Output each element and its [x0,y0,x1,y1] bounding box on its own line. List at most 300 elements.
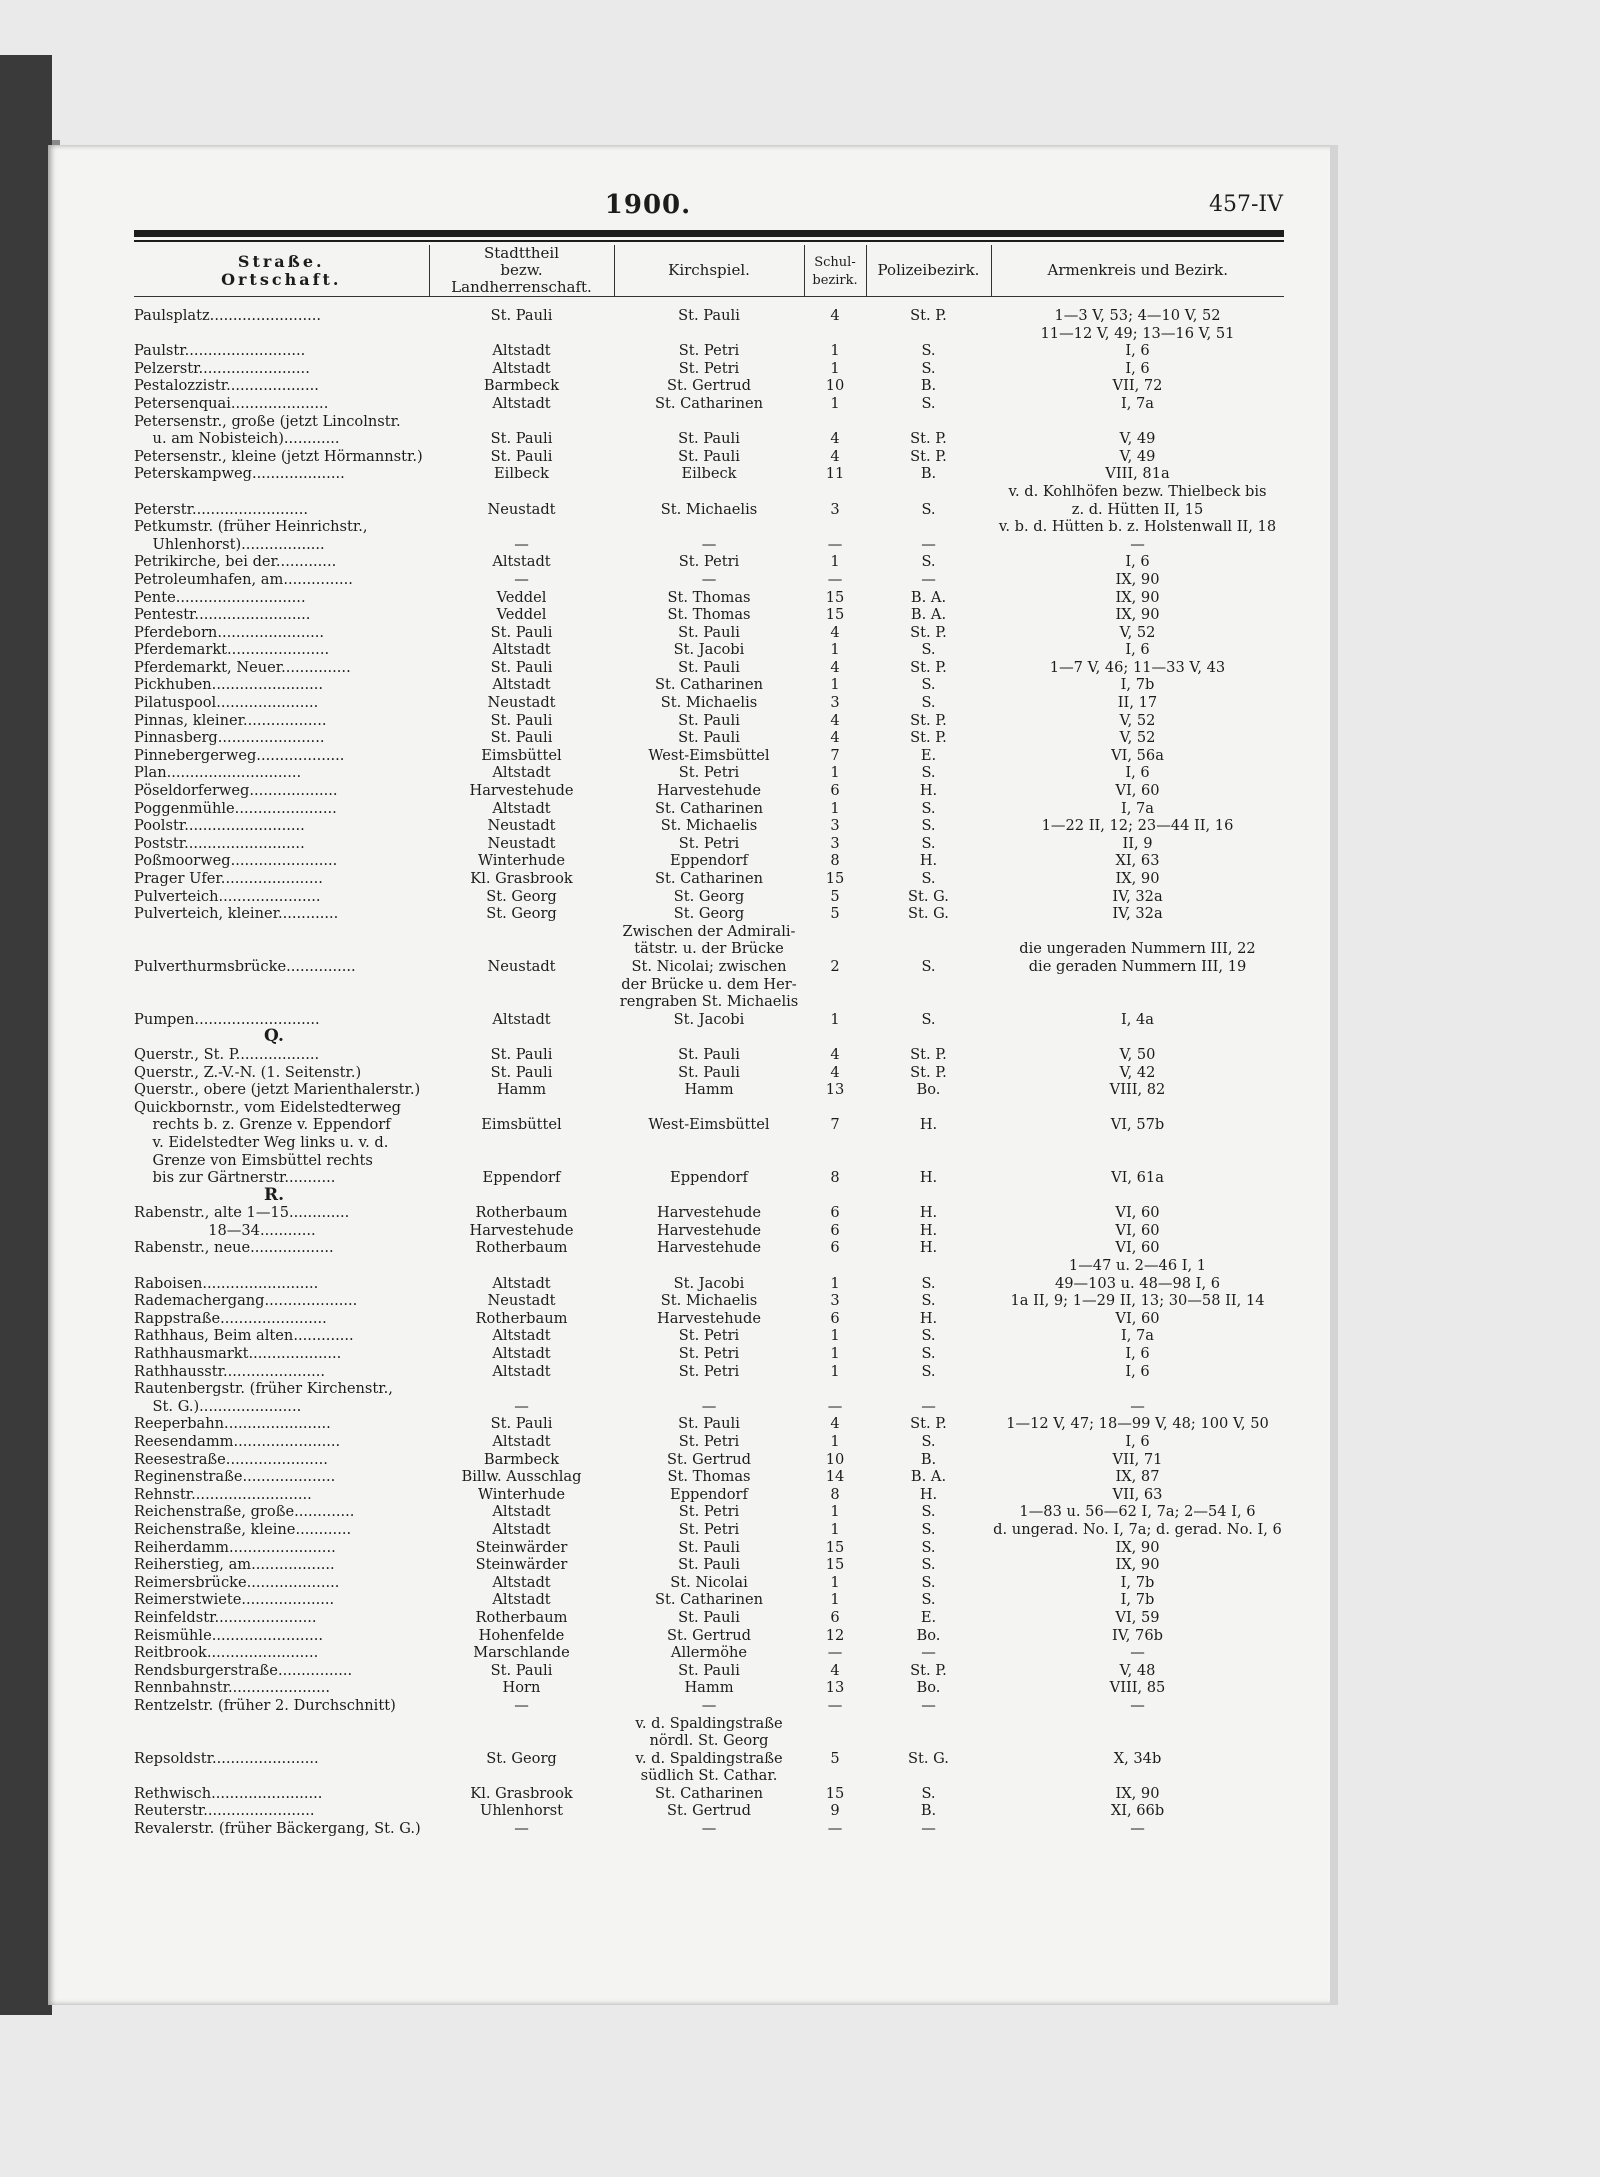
table-row [134,676,1284,694]
cell-kirchspiel [614,1099,804,1117]
cell-armen: V, 42 [1119,1063,1156,1081]
cell-street: Pente............................ [134,588,306,606]
table-row [134,1697,1284,1715]
table-row [134,536,1284,554]
cell-polizei: Bo. [916,1679,941,1697]
cell-street: Rabenstr., alte 1—15............. [134,1204,350,1222]
cell-armen: IV, 32a [1112,905,1163,923]
header-rule-thin [134,240,1284,242]
cell-stadtteil: — [514,1696,529,1714]
cell-polizei: B. A. [910,588,947,606]
cell-armen: I, 6 [1125,1362,1150,1380]
cell-street: Reichenstraße, große............. [134,1503,355,1521]
cell-schul [804,518,866,536]
col-header-polizeibezirk: Polizeibezirk. [866,245,991,297]
cell-kirchspiel: Zwischen der Admirali- [622,922,796,940]
cell-stadtteil [429,1099,614,1117]
cell-street: Paulstr.......................... [134,342,306,360]
cell-stadtteil: St. Georg [486,1749,557,1767]
cell-armen [991,1134,1284,1152]
cell-street: Poststr.......................... [134,834,305,852]
cell-kirchspiel [614,518,804,536]
cell-polizei: S. [921,817,936,835]
cell-armen: I, 7b [1120,1591,1155,1609]
cell-kirchspiel: tätstr. u. der Brücke [634,940,784,958]
cell-street [134,1732,429,1750]
table-row [134,712,1284,730]
cell-armen: IX, 90 [1115,1538,1160,1556]
cell-armen: IX, 90 [1115,606,1160,624]
cell-armen: VI, 60 [1115,782,1160,800]
table-row [134,1239,1284,1257]
cell-stadtteil: Marschlande [473,1644,570,1662]
cell-kirchspiel: St. Jacobi [673,1274,745,1292]
cell-armen: V, 52 [1119,729,1156,747]
cell-kirchspiel: St. Catharinen [654,1591,764,1609]
cell-stadtteil [429,993,614,1011]
cell-polizei: St. G. [908,887,949,905]
table-row [134,1486,1284,1504]
cell-schul: 1 [830,359,840,377]
cell-armen: 1—47 u. 2—46 I, 1 [1068,1257,1207,1275]
cell-schul [804,1732,866,1750]
cell-street: Petkumstr. (früher Heinrichstr., [134,518,368,536]
cell-schul: 15 [825,1538,845,1556]
cell-armen: VIII, 85 [1109,1679,1166,1697]
cell-kirchspiel: Eppendorf [670,1169,748,1187]
cell-kirchspiel: St. Petri [678,1362,740,1380]
cell-street: bis zur Gärtnerstr........... [134,1169,336,1187]
cell-street: Rappstraße....................... [134,1309,327,1327]
cell-kirchspiel [614,1257,804,1275]
cell-street: Reuterstr........................ [134,1802,315,1820]
cell-street: Rathhausmarkt.................... [134,1345,342,1363]
table-row [134,1099,1284,1117]
cell-schul: — [827,535,843,553]
cell-polizei: B. [920,1450,937,1468]
cell-armen [991,976,1284,994]
cell-schul: — [827,1696,843,1714]
cell-stadtteil: St. Pauli [490,623,553,641]
cell-armen [991,993,1284,1011]
cell-schul: 8 [830,1169,840,1187]
cell-street [134,940,429,958]
cell-stadtteil: Rotherbaum [475,1239,568,1257]
cell-kirchspiel: Harvestehude [656,1221,762,1239]
cell-kirchspiel: St. Pauli [678,623,740,641]
table-row [134,1327,1284,1345]
cell-armen: IX, 90 [1115,588,1160,606]
cell-stadtteil: St. Pauli [490,729,553,747]
cell-armen: IX, 90 [1115,570,1160,588]
cell-stadtteil: — [514,570,529,588]
cell-schul: 4 [830,658,840,676]
cell-street: Pöseldorferweg................... [134,782,338,800]
cell-polizei: E. [920,746,937,764]
cell-stadtteil [429,518,614,536]
cell-schul: 6 [830,1221,840,1239]
section-letter: Q. [264,1028,284,1046]
table-row [134,518,1284,536]
cell-polizei: St. G. [908,905,949,923]
cell-street: Reimersbrücke.................... [134,1573,340,1591]
cell-schul: 15 [825,588,845,606]
cell-polizei: S. [921,342,936,360]
cell-armen: — [1130,535,1145,553]
cell-stadtteil: St. Georg [486,887,557,905]
cell-armen: I, 6 [1125,359,1150,377]
table-row [134,1433,1284,1451]
cell-armen: VII, 63 [1112,1485,1163,1503]
cell-armen: I, 7a [1120,799,1155,817]
cell-polizei: S. [921,1433,936,1450]
cell-kirchspiel: St. Michaelis [660,500,758,518]
table-row [134,1679,1284,1697]
cell-kirchspiel: St. Pauli [678,658,740,676]
cell-polizei: H. [919,782,938,800]
cell-street: Pestalozzistr.................... [134,377,319,395]
cell-schul [804,993,866,1011]
cell-stadtteil: Winterhude [477,1485,566,1503]
cell-armen: 49—103 u. 48—98 I, 6 [1054,1274,1221,1292]
cell-kirchspiel: St. Gertrud [667,1626,751,1644]
table-row [134,1275,1284,1293]
cell-armen: VI, 60 [1115,1239,1160,1257]
cell-polizei: H. [919,1116,938,1134]
cell-street: Pferdemarkt, Neuer............... [134,658,351,676]
cell-armen: II, 9 [1122,834,1153,852]
cell-kirchspiel: St. Jacobi [673,1010,745,1028]
cell-schul: 4 [830,1045,840,1063]
table-row [134,940,1284,958]
cell-stadtteil [429,1152,614,1170]
cell-schul: 4 [830,729,840,747]
cell-polizei [866,923,991,941]
cell-stadtteil [429,923,614,941]
cell-kirchspiel: St. Pauli [678,711,740,729]
cell-kirchspiel: nördl. St. Georg [649,1732,769,1750]
cell-street: Rathhausstr...................... [134,1362,326,1380]
cell-stadtteil: Altstadt [492,1010,551,1028]
cell-street: u. am Nobisteich)............ [134,430,340,448]
cell-kirchspiel: St. Petri [678,834,740,852]
cell-schul: 6 [830,782,840,800]
cell-street: Querstr., Z.-V.-N. (1. Seitenstr.) [134,1063,362,1081]
cell-kirchspiel: St. Pauli [678,447,740,465]
cell-polizei: B. [920,377,937,395]
table-row [134,1116,1284,1134]
cell-street: Pinnebergerweg................... [134,746,345,764]
page-year: 1900. [604,190,692,220]
cell-schul: 1 [830,1573,840,1591]
cell-stadtteil: Billw. Ausschlag [461,1468,582,1486]
cell-kirchspiel: Harvestehude [656,782,762,800]
cell-street: Revalerstr. (früher Bäckergang, St. G.) [134,1820,421,1838]
cell-schul: 6 [830,1608,840,1626]
cell-kirchspiel: St. Catharinen [654,799,764,817]
cell-armen [991,1152,1284,1170]
cell-polizei: St. P. [910,1661,947,1679]
table-row [134,1345,1284,1363]
col-header-schulbezirk: Schul- bezirk. [804,245,866,297]
cell-street: Reitbrook........................ [134,1644,319,1662]
cell-schul: 14 [825,1468,845,1486]
cell-street: Querstr., St. P.................. [134,1045,320,1063]
cell-kirchspiel: Eppendorf [670,1485,748,1503]
cell-street: Raboisen......................... [134,1274,319,1292]
table-row [134,1398,1284,1416]
cell-polizei [866,940,991,958]
cell-stadtteil: Barmbeck [483,377,560,395]
cell-stadtteil: — [514,535,529,553]
cell-schul: 7 [830,1116,840,1134]
table-row [134,800,1284,818]
cell-schul: 4 [830,307,840,324]
cell-stadtteil: Altstadt [492,1362,551,1380]
cell-street: Rabenstr., neue.................. [134,1239,334,1257]
cell-polizei: S. [921,1010,936,1028]
cell-armen: I, 6 [1125,342,1150,360]
cell-schul [804,413,866,431]
cell-stadtteil: Altstadt [492,553,551,571]
cell-stadtteil: Eppendorf [482,1169,561,1187]
cell-stadtteil: Altstadt [492,1274,551,1292]
cell-polizei: S. [921,834,936,852]
cell-polizei: S. [921,799,936,817]
table-row [134,694,1284,712]
cell-schul: 4 [830,447,840,465]
cell-schul: 1 [830,1010,840,1028]
cell-polizei [866,1767,991,1785]
cell-stadtteil: St. Pauli [490,1063,553,1081]
col-header-kirchspiel: Kirchspiel. [614,245,804,297]
table-row [134,342,1284,360]
cell-stadtteil: Rotherbaum [475,1204,568,1222]
cell-polizei: S. [921,1556,936,1574]
cell-stadtteil: Altstadt [492,1433,551,1450]
cell-kirchspiel: St. Nicolai [670,1573,748,1591]
cell-street: Petrikirche, bei der............. [134,553,337,571]
cell-kirchspiel: — [701,1820,717,1838]
cell-schul: 1 [830,1433,840,1450]
cell-polizei [866,518,991,536]
cell-schul: 4 [830,1063,840,1081]
cell-street [134,923,429,941]
cell-polizei: St. P. [910,447,947,465]
cell-street: Poggenmühle...................... [134,799,337,817]
cell-stadtteil [429,940,614,958]
table-row [134,1046,1284,1064]
cell-kirchspiel: Hamm [684,1679,734,1697]
cell-kirchspiel: St. Pauli [678,729,740,747]
cell-polizei: — [921,1644,936,1662]
cell-schul: 1 [830,799,840,817]
table-row [134,1380,1284,1398]
cell-polizei [866,976,991,994]
cell-stadtteil: Hamm [496,1081,547,1099]
cell-street: Reginenstraße.................... [134,1468,336,1486]
cell-polizei: S. [921,500,936,518]
cell-street [134,483,429,501]
header-rule-thick [134,230,1284,237]
cell-schul: 2 [830,957,840,975]
table-row [134,430,1284,448]
cell-polizei: S. [921,1327,936,1345]
cell-schul: 5 [830,905,840,923]
cell-polizei [866,1152,991,1170]
cell-kirchspiel: St. Gertrud [667,1450,751,1468]
cell-polizei [866,1134,991,1152]
section-heading [134,1187,1284,1205]
table-row [134,553,1284,571]
cell-schul: 4 [830,1415,840,1433]
cell-kirchspiel [614,325,804,343]
cell-street: Repsoldstr....................... [134,1749,319,1767]
table-row [134,923,1284,941]
cell-armen: X, 34b [1113,1749,1162,1767]
cell-kirchspiel: St. Catharinen [654,1784,764,1802]
cell-polizei: — [921,535,936,553]
cell-armen: XI, 63 [1115,852,1160,870]
cell-street: Pulverteich, kleiner............. [134,905,339,923]
cell-kirchspiel: St. Petri [678,1520,740,1538]
cell-stadtteil: St. Pauli [490,711,553,729]
cell-kirchspiel: Harvestehude [656,1204,762,1222]
cell-street: Peterstr......................... [134,500,308,518]
cell-polizei: S. [921,1784,936,1802]
cell-kirchspiel: St. Michaelis [660,817,758,835]
cell-armen: 11—12 V, 49; 13—16 V, 51 [1040,324,1235,342]
cell-street: Reiherstieg, am.................. [134,1556,335,1574]
cell-street: Plan............................. [134,764,302,782]
cell-polizei: St. G. [908,1749,949,1767]
cell-stadtteil: Neustadt [487,834,556,852]
cell-schul: 15 [825,870,845,887]
table-row [134,325,1284,343]
cell-armen: VI, 60 [1115,1204,1160,1222]
cell-kirchspiel: Hamm [684,1081,734,1099]
cell-stadtteil: Winterhude [477,852,566,870]
table-row [134,501,1284,519]
cell-polizei: B. A. [910,606,947,624]
cell-stadtteil: Veddel [496,606,547,624]
cell-polizei [866,1099,991,1117]
cell-stadtteil: St. Pauli [490,1415,553,1433]
cell-armen: I, 6 [1125,764,1150,782]
cell-polizei: St. P. [910,623,947,641]
table-row [134,835,1284,853]
cell-polizei: H. [919,852,938,870]
cell-stadtteil: Altstadt [492,1503,551,1521]
cell-kirchspiel: St. Pauli [678,1415,740,1433]
cell-schul: 1 [830,1274,840,1292]
cell-street: rechts b. z. Grenze v. Eppendorf [134,1116,391,1134]
cell-street: St. G.)...................... [134,1397,302,1415]
cell-schul: 4 [830,711,840,729]
cell-stadtteil: Altstadt [492,641,551,659]
cell-polizei: S. [921,870,936,887]
table-body [134,297,1284,1838]
cell-street: Poßmoorweg....................... [134,852,338,870]
cell-stadtteil: St. Georg [486,905,557,923]
cell-kirchspiel: St. Jacobi [673,641,745,659]
cell-kirchspiel: Harvestehude [656,1239,762,1257]
table-row [134,307,1284,325]
cell-kirchspiel: — [701,1696,717,1714]
cell-polizei: B. A. [910,1468,947,1486]
cell-schul [804,483,866,501]
cell-stadtteil: Altstadt [492,394,551,412]
cell-armen: — [1130,1820,1145,1838]
cell-armen: d. ungerad. No. I, 7a; d. gerad. No. I, 6 [993,1520,1282,1538]
cell-stadtteil: Uhlenhorst [480,1802,563,1820]
cell-street: Pilatuspool...................... [134,694,319,712]
cell-armen [991,1715,1284,1733]
col-header-street: Straße. Ortschaft. [134,245,429,297]
cell-armen: V, 49 [1119,430,1156,448]
cell-kirchspiel: St. Petri [678,553,740,571]
cell-armen: I, 4a [1120,1010,1155,1028]
cell-kirchspiel: St. Pauli [678,1556,740,1574]
cell-armen: v. d. Kohlhöfen bezw. Thielbeck bis [1008,482,1267,500]
cell-stadtteil: Altstadt [492,1573,551,1591]
cell-kirchspiel: St. Pauli [678,1538,740,1556]
cell-schul: 1 [830,1520,840,1538]
scan-border-left [0,55,52,2015]
cell-polizei: S. [921,957,936,975]
cell-schul [804,1099,866,1117]
cell-kirchspiel: St. Georg [673,905,745,923]
cell-street: Reinfeldstr...................... [134,1608,317,1626]
cell-polizei: S. [921,1503,936,1521]
cell-kirchspiel: der Brücke u. dem Her- [621,975,797,993]
cell-armen: V, 52 [1119,711,1156,729]
cell-street: Reesendamm....................... [134,1433,341,1450]
cell-schul: 15 [825,1556,845,1574]
cell-schul: 1 [830,1362,840,1380]
street-directory-table [134,245,1284,1838]
cell-polizei: — [921,570,936,588]
cell-stadtteil: Neustadt [487,817,556,835]
cell-street: Petersenstr., kleine (jetzt Hörmannstr.) [134,447,423,465]
cell-street: Pelzerstr........................ [134,359,310,377]
cell-kirchspiel [614,483,804,501]
table-row [134,1609,1284,1627]
cell-polizei: — [921,1820,936,1838]
col-header-stadtteil: Stadttheil bezw. Landherrenschaft. [429,245,614,297]
cell-stadtteil: Eimsbüttel [481,1116,562,1134]
table-row [134,1767,1284,1785]
cell-polizei: S. [921,1345,936,1363]
cell-stadtteil: St. Pauli [490,307,553,324]
cell-street: Petersenquai..................... [134,394,329,412]
cell-kirchspiel: St. Petri [678,1345,740,1363]
table-row [134,905,1284,923]
cell-kirchspiel: St. Petri [678,1433,740,1450]
cell-stadtteil: — [514,1820,529,1838]
cell-stadtteil: Altstadt [492,359,551,377]
table-row [134,624,1284,642]
cell-polizei [866,1380,991,1398]
cell-polizei: St. P. [910,307,947,324]
cell-schul: 4 [830,430,840,448]
cell-street: Pickhuben........................ [134,676,324,694]
cell-schul: 15 [825,606,845,624]
cell-stadtteil: Veddel [496,588,547,606]
table-row [134,448,1284,466]
cell-street: Pinnasberg....................... [134,729,325,747]
cell-stadtteil: Harvestehude [469,782,574,800]
